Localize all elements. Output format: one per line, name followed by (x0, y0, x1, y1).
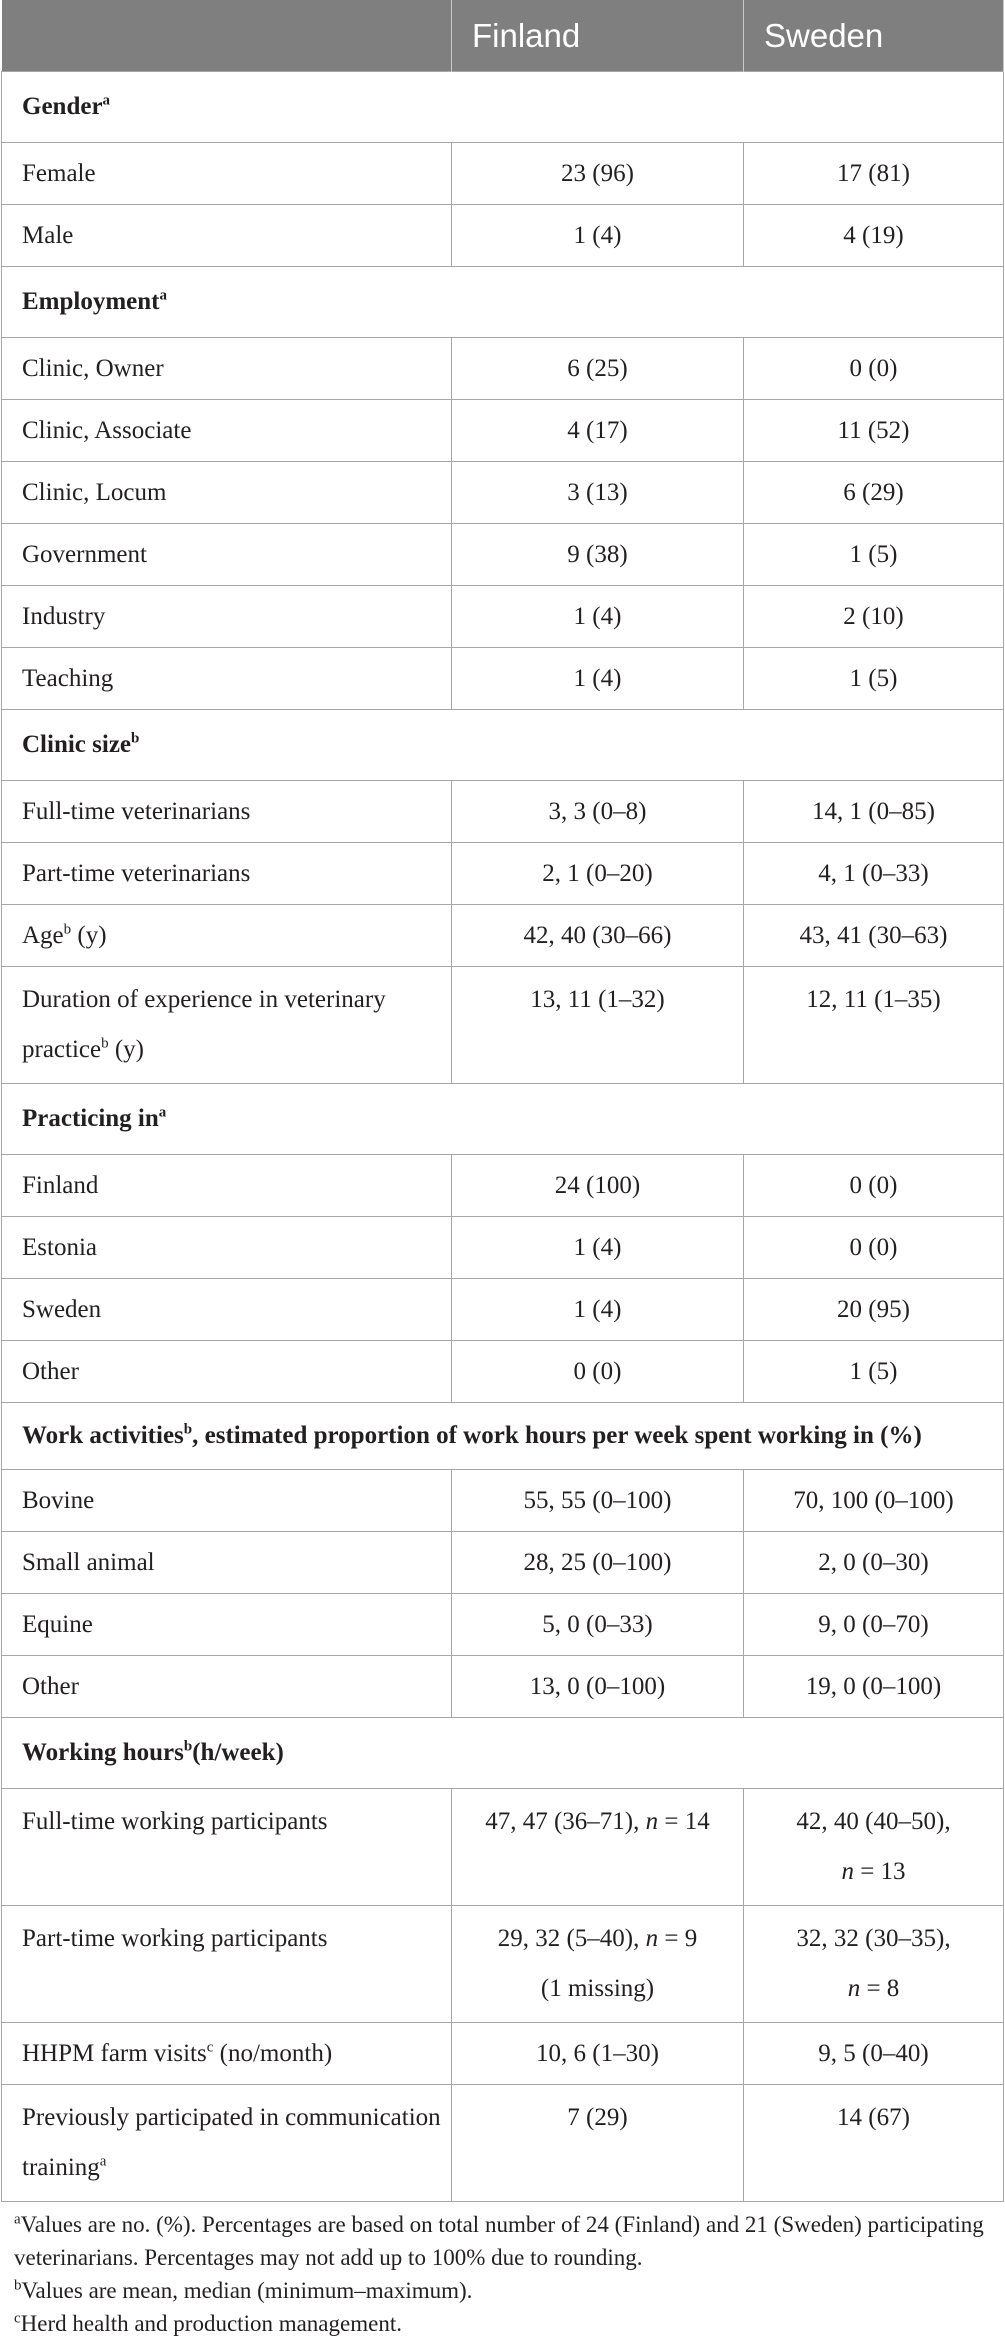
row-label: Duration of experience in veterinary practice$^b$ (y) (2, 967, 452, 1084)
header-blank (2, 0, 452, 72)
cell-finland: 9 (38) (452, 524, 744, 586)
row-label: Bovine (2, 1470, 452, 1532)
cell-finland: 42, 40 (30–66) (452, 905, 744, 967)
row-label: Clinic, Owner (2, 338, 452, 400)
row-label: Sweden (2, 1279, 452, 1341)
footnote-c: $^c$Herd health and production management. (14, 2310, 402, 2336)
row-label: Clinic, Locum (2, 462, 452, 524)
cell-finland: 23 (96) (452, 143, 744, 205)
table-row (2, 1532, 1004, 1594)
row-label: Female (2, 143, 452, 205)
cell-finland: 55, 55 (0–100) (452, 1470, 744, 1532)
table-row (2, 338, 1004, 400)
row-label: Equine (2, 1594, 452, 1656)
row-label: HHPM farm visits$^c$ (no/month) (2, 2023, 452, 2085)
cell-sweden: 17 (81) (744, 143, 1004, 205)
table-row (2, 462, 1004, 524)
table-row (2, 205, 1004, 267)
participant-characteristics-table (1, 0, 1004, 2202)
row-label: Part-time veterinarians (2, 843, 452, 905)
cell-sweden: 4 (19) (744, 205, 1004, 267)
cell-finland: 7 (29) (452, 2085, 744, 2202)
section-row-employment (2, 267, 1004, 338)
cell-finland: 1 (4) (452, 648, 744, 710)
table-footnotes (14, 2208, 989, 2340)
section-row-clinic-size (2, 710, 1004, 781)
table-row (2, 1341, 1004, 1403)
table-row-full-time (2, 1789, 1004, 1906)
section-title: Gender$^a$ (2, 72, 1004, 143)
cell-finland: 13, 0 (0–100) (452, 1656, 744, 1718)
table-row (2, 1217, 1004, 1279)
table-row (2, 524, 1004, 586)
table-row (2, 1470, 1004, 1532)
row-label: Part-time working participants (2, 1906, 452, 2023)
row-label: Other (2, 1341, 452, 1403)
cell-sweden: 42, 40 (40–50), n = 13 (744, 1789, 1004, 1906)
cell-finland: 28, 25 (0–100) (452, 1532, 744, 1594)
cell-finland: 3 (13) (452, 462, 744, 524)
table-row (2, 586, 1004, 648)
table-row-age (2, 905, 1004, 967)
row-label: Industry (2, 586, 452, 648)
cell-sweden: 12, 11 (1–35) (744, 967, 1004, 1084)
table-row-experience (2, 967, 1004, 1084)
cell-sweden: 1 (5) (744, 1341, 1004, 1403)
cell-sweden: 0 (0) (744, 1217, 1004, 1279)
cell-finland: 1 (4) (452, 1217, 744, 1279)
table-row (2, 1279, 1004, 1341)
cell-sweden: 14 (67) (744, 2085, 1004, 2202)
row-label: Male (2, 205, 452, 267)
cell-finland: 4 (17) (452, 400, 744, 462)
section-row-gender (2, 72, 1004, 143)
cell-sweden: 1 (5) (744, 524, 1004, 586)
table-row (2, 1656, 1004, 1718)
table-row-hhpm (2, 2023, 1004, 2085)
row-label: Finland (2, 1155, 452, 1217)
cell-finland: 2, 1 (0–20) (452, 843, 744, 905)
row-label: Age$^b$ (y) (2, 905, 452, 967)
cell-finland: 5, 0 (0–33) (452, 1594, 744, 1656)
table-row (2, 648, 1004, 710)
cell-sweden: 0 (0) (744, 1155, 1004, 1217)
row-label: Small animal (2, 1532, 452, 1594)
cell-sweden: 6 (29) (744, 462, 1004, 524)
cell-sweden: 32, 32 (30–35), n = 8 (744, 1906, 1004, 2023)
row-label: Full-time veterinarians (2, 781, 452, 843)
row-label: Previously participated in communication training$^a$ (2, 2085, 452, 2202)
section-title: Clinic size$^b$ (2, 710, 1004, 781)
section-row-work-activities (2, 1403, 1004, 1470)
cell-sweden: 0 (0) (744, 338, 1004, 400)
table-row (2, 143, 1004, 205)
cell-sweden: 70, 100 (0–100) (744, 1470, 1004, 1532)
row-label: Other (2, 1656, 452, 1718)
cell-sweden: 2 (10) (744, 586, 1004, 648)
cell-finland: 3, 3 (0–8) (452, 781, 744, 843)
cell-finland: 10, 6 (1–30) (452, 2023, 744, 2085)
cell-sweden: 43, 41 (30–63) (744, 905, 1004, 967)
cell-finland: 29, 32 (5–40), n = 9 (1 missing) (452, 1906, 744, 2023)
cell-finland: 47, 47 (36–71), n = 14 (452, 1789, 744, 1906)
cell-sweden: 11 (52) (744, 400, 1004, 462)
cell-sweden: 1 (5) (744, 648, 1004, 710)
row-label: Government (2, 524, 452, 586)
section-title: Work activities$^b$, estimated proportion of work hours per week spent working in (%) (2, 1403, 1004, 1470)
cell-sweden: 19, 0 (0–100) (744, 1656, 1004, 1718)
cell-sweden: 2, 0 (0–30) (744, 1532, 1004, 1594)
cell-sweden: 9, 5 (0–40) (744, 2023, 1004, 2085)
header-row (2, 0, 1004, 72)
table-row (2, 843, 1004, 905)
row-label: Full-time working participants (2, 1789, 452, 1906)
table-row (2, 1155, 1004, 1217)
header-finland: Finland (452, 0, 744, 72)
table-row-communication-training (2, 2085, 1004, 2202)
cell-finland: 13, 11 (1–32) (452, 967, 744, 1084)
cell-sweden: 9, 0 (0–70) (744, 1594, 1004, 1656)
section-row-working-hours (2, 1718, 1004, 1789)
footnote-a: $^a$Values are no. (%). Percentages are based on total number of 24 (Finland) and 21 (Sweden) participating veterinarians. Percentages may not add up to 100% due to rounding. (14, 2211, 984, 2270)
table-row-part-time (2, 1906, 1004, 2023)
table-row (2, 781, 1004, 843)
footnote-b: $^b$Values are mean, median (minimum–maximum). (14, 2277, 473, 2303)
section-title: Employment$^a$ (2, 267, 1004, 338)
cell-finland: 1 (4) (452, 1279, 744, 1341)
cell-finland: 6 (25) (452, 338, 744, 400)
row-label: Estonia (2, 1217, 452, 1279)
section-title: Working hours$^b$(h/week) (2, 1718, 1004, 1789)
cell-sweden: 4, 1 (0–33) (744, 843, 1004, 905)
table-row (2, 400, 1004, 462)
section-title: Practicing $in^a$ (2, 1084, 1004, 1155)
cell-sweden: 14, 1 (0–85) (744, 781, 1004, 843)
section-row-practicing-in (2, 1084, 1004, 1155)
cell-finland: 1 (4) (452, 586, 744, 648)
cell-finland: 1 (4) (452, 205, 744, 267)
cell-finland: 0 (0) (452, 1341, 744, 1403)
table-row (2, 1594, 1004, 1656)
row-label: Clinic, Associate (2, 400, 452, 462)
cell-sweden: 20 (95) (744, 1279, 1004, 1341)
header-sweden: Sweden (744, 0, 1004, 72)
cell-finland: 24 (100) (452, 1155, 744, 1217)
row-label: Teaching (2, 648, 452, 710)
